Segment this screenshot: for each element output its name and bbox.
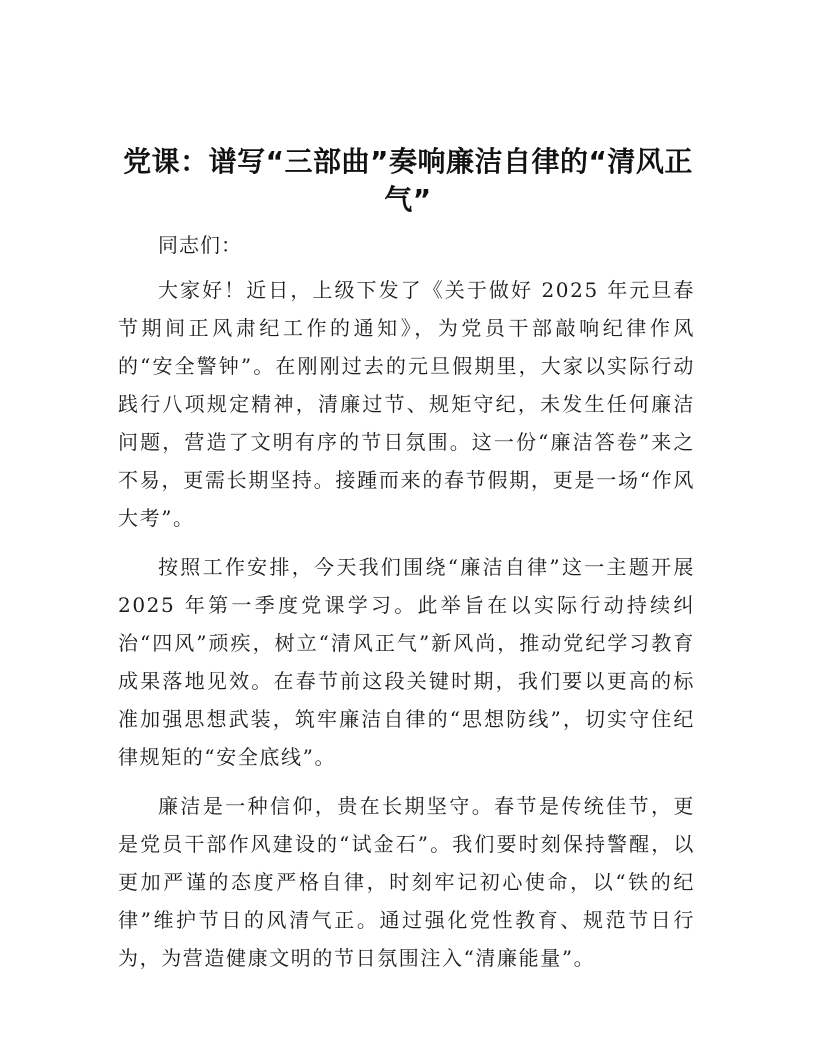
paragraph-2: 按照工作安排，今天我们围绕“廉洁自律”这一主题开展 2025 年第一季度党课学习。此举旨在以实际行动持续纠治“四风”顽疾，树立“清风正气”新风尚，推动党纪学习教育成果落地见效。在春节前这段关键时期，我们要以更高的标准加强思想武装，筑牢廉洁自律的“思想防线”，切实守住纪律规矩的“安全底线”。: [118, 555, 695, 769]
document-body: [118, 226, 695, 988]
paragraph-1: 大家好！近日，上级下发了《关于做好 2025 年元旦春节期间正风肃纪工作的通知》，为党员干部敲响纪律作风的“安全警钟”。在刚刚过去的元旦假期里，大家以实际行动践行八项规定精神，清廉过节、规矩守纪，未发生任何廉洁问题，营造了文明有序的节日氛围。这一份“廉洁答卷”来之不易，更需长期坚持。接踵而来的春节假期，更是一场“作风大考”。: [118, 278, 695, 530]
paragraph-3: 廉洁是一种信仰，贵在长期坚守。春节是传统佳节，更是党员干部作风建设的“试金石”。我们要时刻保持警醒，以更加严谨的态度严格自律，时刻牢记初心使命，以“铁的纪律”维护节日的风清气正。通过强化党性教育、规范节日行为，为营造健康文明的节日氛围注入“清廉能量”。: [118, 794, 695, 970]
salutation: 同志们：: [158, 233, 242, 257]
document-title: 党课：谱写“三部曲”奏响廉洁自律的“清风正气”: [123, 145, 693, 216]
